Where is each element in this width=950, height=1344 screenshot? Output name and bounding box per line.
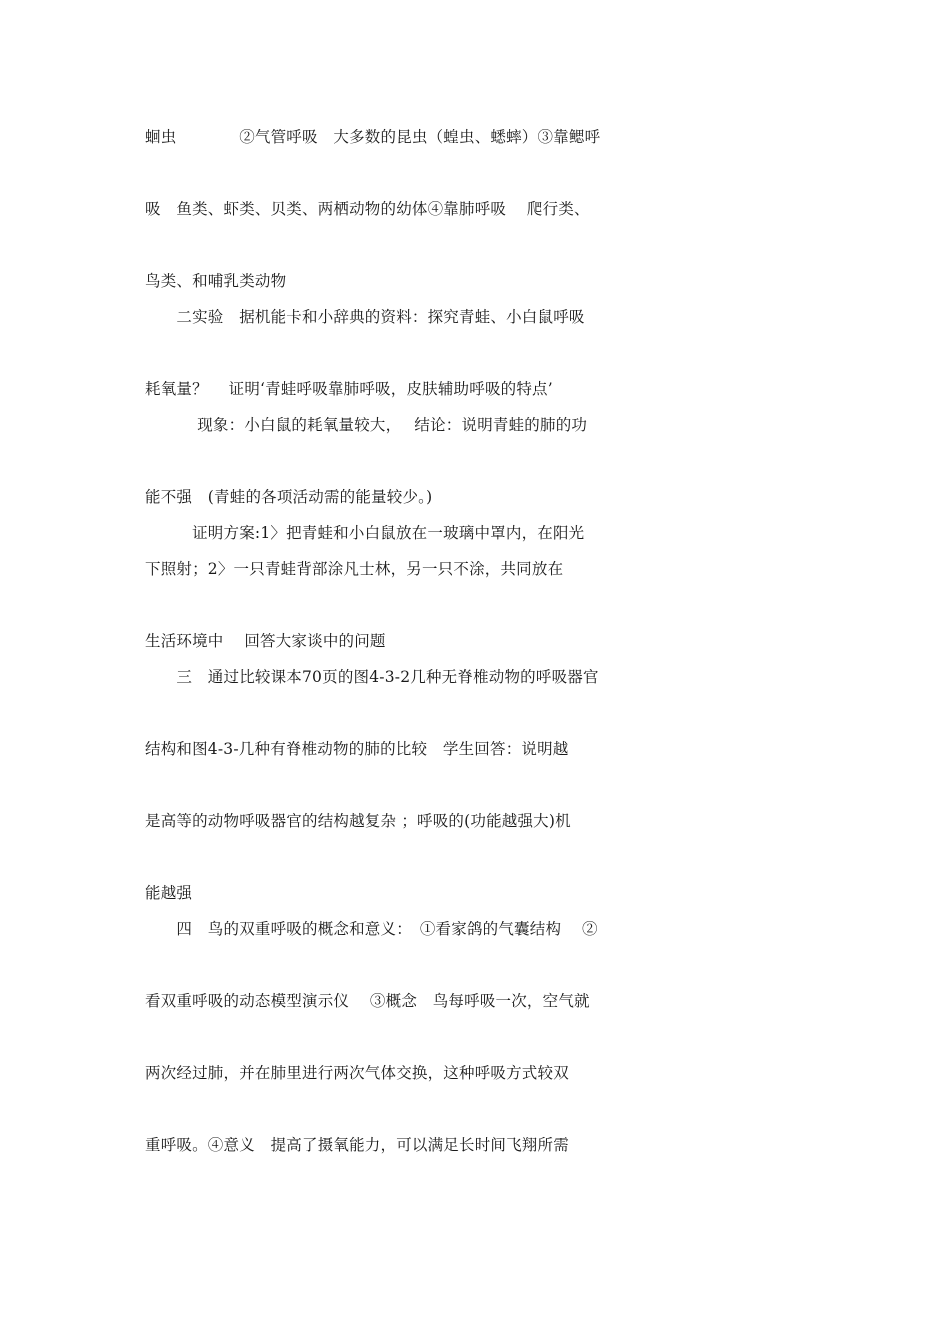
text-line: 看双重呼吸的动态模型演示仪 ③概念 鸟每呼吸一次，空气就: [145, 992, 590, 1010]
text-line: 蛔虫 ②气管呼吸 大多数的昆虫（蝗虫、蟋蟀）③靠鳃呼: [145, 128, 601, 146]
text-line: 证明方案:1〉把青蛙和小白鼠放在一玻璃中罩内，在阳光: [145, 524, 585, 542]
text-line: 两次经过肺，并在肺里进行两次气体交换，这种呼吸方式较双: [145, 1064, 569, 1082]
text-line: 下照射；2〉一只青蛙背部涂凡士林，另一只不涂，共同放在: [145, 560, 564, 578]
text-line: 结构和图4-3-几种有脊椎动物的肺的比较 学生回答：说明越: [145, 740, 569, 758]
text-line: 四 鸟的双重呼吸的概念和意义： ①看家鸽的气囊结构 ②: [145, 920, 598, 938]
text-line: 现象：小白鼠的耗氧量较大， 结论：说明青蛙的肺的功: [145, 416, 588, 434]
text-line: 重呼吸。④意义 提高了摄氧能力，可以满足长时间飞翔所需: [145, 1136, 569, 1154]
text-line: 耗氧量？ 证明‘青蛙呼吸靠肺呼吸，皮肤辅助呼吸的特点’: [145, 380, 553, 398]
text-line: 吸 鱼类、虾类、贝类、两栖动物的幼体④靠肺呼吸 爬行类、: [145, 200, 590, 218]
text-line: 鸟类、和哺乳类动物: [145, 272, 287, 290]
text-line: 是高等的动物呼吸器官的结构越复杂 ；呼吸的(功能越强大)机: [145, 812, 571, 830]
text-line: 能不强 (青蛙的各项活动需的能量较少。): [145, 488, 433, 506]
text-line: 能越强: [145, 884, 193, 902]
text-line: 三 通过比较课本70页的图4-3-2几种无脊椎动物的呼吸器官: [145, 668, 599, 686]
text-line: 二实验 据机能卡和小辞典的资料：探究青蛙、小白鼠呼吸: [145, 308, 585, 326]
text-line: 生活环境中 回答大家谈中的问题: [145, 632, 386, 650]
